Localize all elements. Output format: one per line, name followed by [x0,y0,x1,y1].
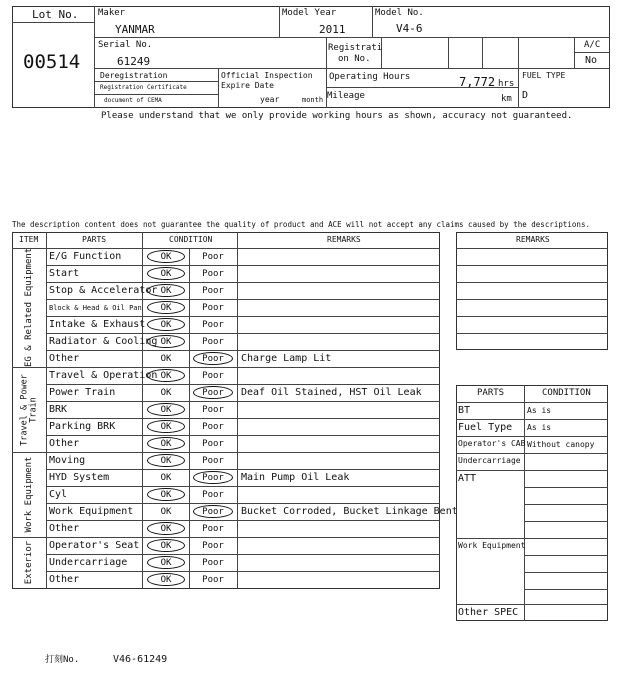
selected-condition-oval [147,301,185,314]
condition-ok: OK [160,286,172,296]
lot-number: 00514 [23,51,81,73]
selected-condition-oval [147,539,185,552]
divider [279,6,280,37]
model-no-value: V4-6 [396,22,423,35]
divider [456,333,608,334]
condition-poor: Poor [202,252,224,262]
selected-condition-oval [193,505,233,518]
part-label: Other [49,523,80,534]
condition-ok: OK [160,456,172,466]
part-label: Travel & Operation [49,370,158,381]
condition-poor: Poor [202,354,224,364]
part-label: Undercarriage [49,557,128,568]
divider [94,6,95,108]
mileage-label: Mileage [327,91,365,101]
condition-poor: Poor [202,337,224,347]
part-label: Other [49,353,80,364]
divider [518,37,519,108]
condition-ok: OK [160,303,172,313]
divider [456,538,524,539]
part-label: Start [49,268,80,279]
condition-poor: Poor [202,473,224,483]
year-label: year [260,95,280,104]
official-inspection-label: Official Inspection [221,71,313,80]
parts-row-label: Fuel Type [458,422,513,433]
parts-frame [456,385,608,621]
divider [524,538,608,539]
divider [524,487,608,488]
table-row [46,401,440,418]
other-spec-label: Other SPEC [458,607,519,618]
condition-poor: Poor [202,286,224,296]
condition-ok: OK [160,524,172,534]
condition-ok: OK [160,337,172,347]
model-year-label: Model Year [282,8,337,18]
divider [524,555,608,556]
divider [12,22,94,23]
cema-label: document of CEMA [104,97,162,104]
divider [482,37,483,68]
divider [524,521,608,522]
selected-condition-oval [147,284,185,297]
divider [524,589,608,590]
remark-text: Main Pump Oil Leak [241,472,350,483]
part-label: BRK [49,404,68,415]
lot-label: Lot No. [32,8,79,21]
model-year-value: 2011 [319,23,346,36]
fuel-type-value: D [522,90,529,101]
condition-ok: OK [160,388,172,398]
condition-ok: OK [160,473,172,483]
group-label: Travel & Power Train [19,373,38,446]
condition-poor: Poor [202,388,224,398]
operating-hours-label: Operating Hours [329,72,411,82]
condition-poor: Poor [202,439,224,449]
divider [456,299,608,300]
selected-condition-oval [147,369,185,382]
parts-row-label: ATT [458,473,477,484]
divider [372,6,373,37]
part-label: Power Train [49,387,116,398]
serial-value: 61249 [117,55,151,68]
part-label: Moving [49,455,86,466]
divider [94,81,218,82]
divider [524,572,608,573]
km-unit: km [501,94,512,104]
condition-poor: Poor [202,422,224,432]
parts-row-label: Operator's CAB [458,439,526,448]
divider [456,316,608,317]
condition-col-header: CONDITION [542,388,591,398]
condition-poor: Poor [202,575,224,585]
col-header-item: ITEM [19,235,39,244]
selected-condition-oval [147,454,185,467]
part-label: Other [49,574,80,585]
parts-row-condition: As is [527,406,552,415]
divider [456,419,608,420]
divider [456,265,608,266]
part-label: Other [49,438,80,449]
divider [94,37,610,38]
condition-poor: Poor [202,558,224,568]
operating-hours-value: 7,772 [459,75,496,89]
group-label: Exterior [23,540,34,584]
condition-ok: OK [160,575,172,585]
condition-poor: Poor [202,490,224,500]
condition-poor: Poor [202,405,224,415]
ac-value: No [585,55,598,66]
table-row [46,520,440,537]
divider [456,436,608,437]
selected-condition-oval [147,250,185,263]
maker-label: Maker [98,8,126,18]
condition-ok: OK [160,354,172,364]
condition-ok: OK [160,405,172,415]
selected-condition-oval [193,352,233,365]
condition-ok: OK [160,541,172,551]
remarks-title: REMARKS [516,235,550,244]
table-row [46,265,440,282]
header-frame [12,6,610,108]
condition-ok: OK [160,422,172,432]
parts-col-header: PARTS [477,388,505,398]
hrs-unit: hrs [498,79,515,89]
divider [218,68,219,108]
part-label: Block & Head & Oil Pan [49,304,142,312]
work-equipment-label: Work Equipment [458,541,526,550]
divider [456,470,608,471]
remark-text: Charge Lamp Lit [241,353,332,364]
condition-poor: Poor [202,541,224,551]
maker-value: YANMAR [115,23,155,36]
remark-text: Bucket Corroded, Bucket Linkage Bent [241,506,458,517]
part-label: Cyl [49,489,68,500]
stamp-value: V46-61249 [113,654,168,665]
divider [456,604,524,605]
group-label: EG & Related Equipment [23,247,34,367]
divider [524,604,608,605]
condition-poor: Poor [202,456,224,466]
official-inspection-label: Expire Date [221,81,274,90]
table-row [46,486,440,503]
serial-label: Serial No. [98,40,153,50]
parts-row-condition: Without canopy [527,440,595,449]
col-header-parts: PARTS [82,235,107,244]
ac-label: A/C [584,40,601,50]
part-label: Work Equipment [49,506,134,517]
table-row [46,452,440,469]
divider [456,453,608,454]
divider [456,402,608,403]
notice-text: Please understand that we only provide working hours as shown, accuracy not guaranteed. [101,111,573,121]
registration-certificate-label: Registration Certificate [100,84,187,91]
part-label: Operator's Seat [49,540,140,551]
part-label: Radiator & Cooling [49,336,158,347]
registration-label: Registrati [328,43,383,53]
divider [94,94,218,95]
table-row [46,571,440,588]
table-row [46,435,440,452]
disclaimer-text: The description content does not guarantee the quality of product and ACE will not accept any claims caused by the descriptions. [12,220,590,229]
selected-condition-oval [193,386,233,399]
condition-ok: OK [160,269,172,279]
deregistration-label: Deregistration [100,71,168,80]
divider [94,68,610,69]
selected-condition-oval [147,267,185,280]
part-label: Stop & Accelerator [49,285,158,296]
condition-ok: OK [160,320,172,330]
condition-poor: Poor [202,320,224,330]
fuel-type-label: FUEL TYPE [522,71,566,80]
condition-ok: OK [160,252,172,262]
month-label: month [302,96,324,104]
selected-condition-oval [147,318,185,331]
condition-poor: Poor [202,269,224,279]
selected-condition-oval [147,335,185,348]
condition-ok: OK [160,371,172,381]
selected-condition-oval [193,471,233,484]
condition-poor: Poor [202,524,224,534]
parts-row-condition: As is [527,423,552,432]
selected-condition-oval [147,573,185,586]
selected-condition-oval [147,488,185,501]
divider [448,37,449,68]
col-header-condition: CONDITION [169,235,213,244]
condition-poor: Poor [202,371,224,381]
divider [524,385,525,621]
selected-condition-oval [147,403,185,416]
condition-ok: OK [160,507,172,517]
condition-poor: Poor [202,303,224,313]
part-label: Parking BRK [49,421,116,432]
stamp-label: 打刻No. [45,655,80,665]
part-label: Intake & Exhaust [49,319,146,330]
remark-text: Deaf Oil Stained, HST Oil Leak [241,387,422,398]
condition-ok: OK [160,558,172,568]
group-label: Work Equipment [23,456,34,532]
selected-condition-oval [147,420,185,433]
part-label: HYD System [49,472,110,483]
divider [456,282,608,283]
divider [574,52,610,53]
condition-poor: Poor [202,507,224,517]
col-header-remarks: REMARKS [327,235,361,244]
selected-condition-oval [147,522,185,535]
divider [456,248,608,249]
selected-condition-oval [147,437,185,450]
parts-row-label: Undercarriage [458,456,521,465]
part-label: E/G Function [49,251,122,262]
parts-row-label: BT [458,405,471,416]
condition-ok: OK [160,439,172,449]
model-no-label: Model No. [375,8,424,18]
selected-condition-oval [147,556,185,569]
condition-ok: OK [160,490,172,500]
registration-label: on No. [338,54,371,64]
divider [524,504,608,505]
